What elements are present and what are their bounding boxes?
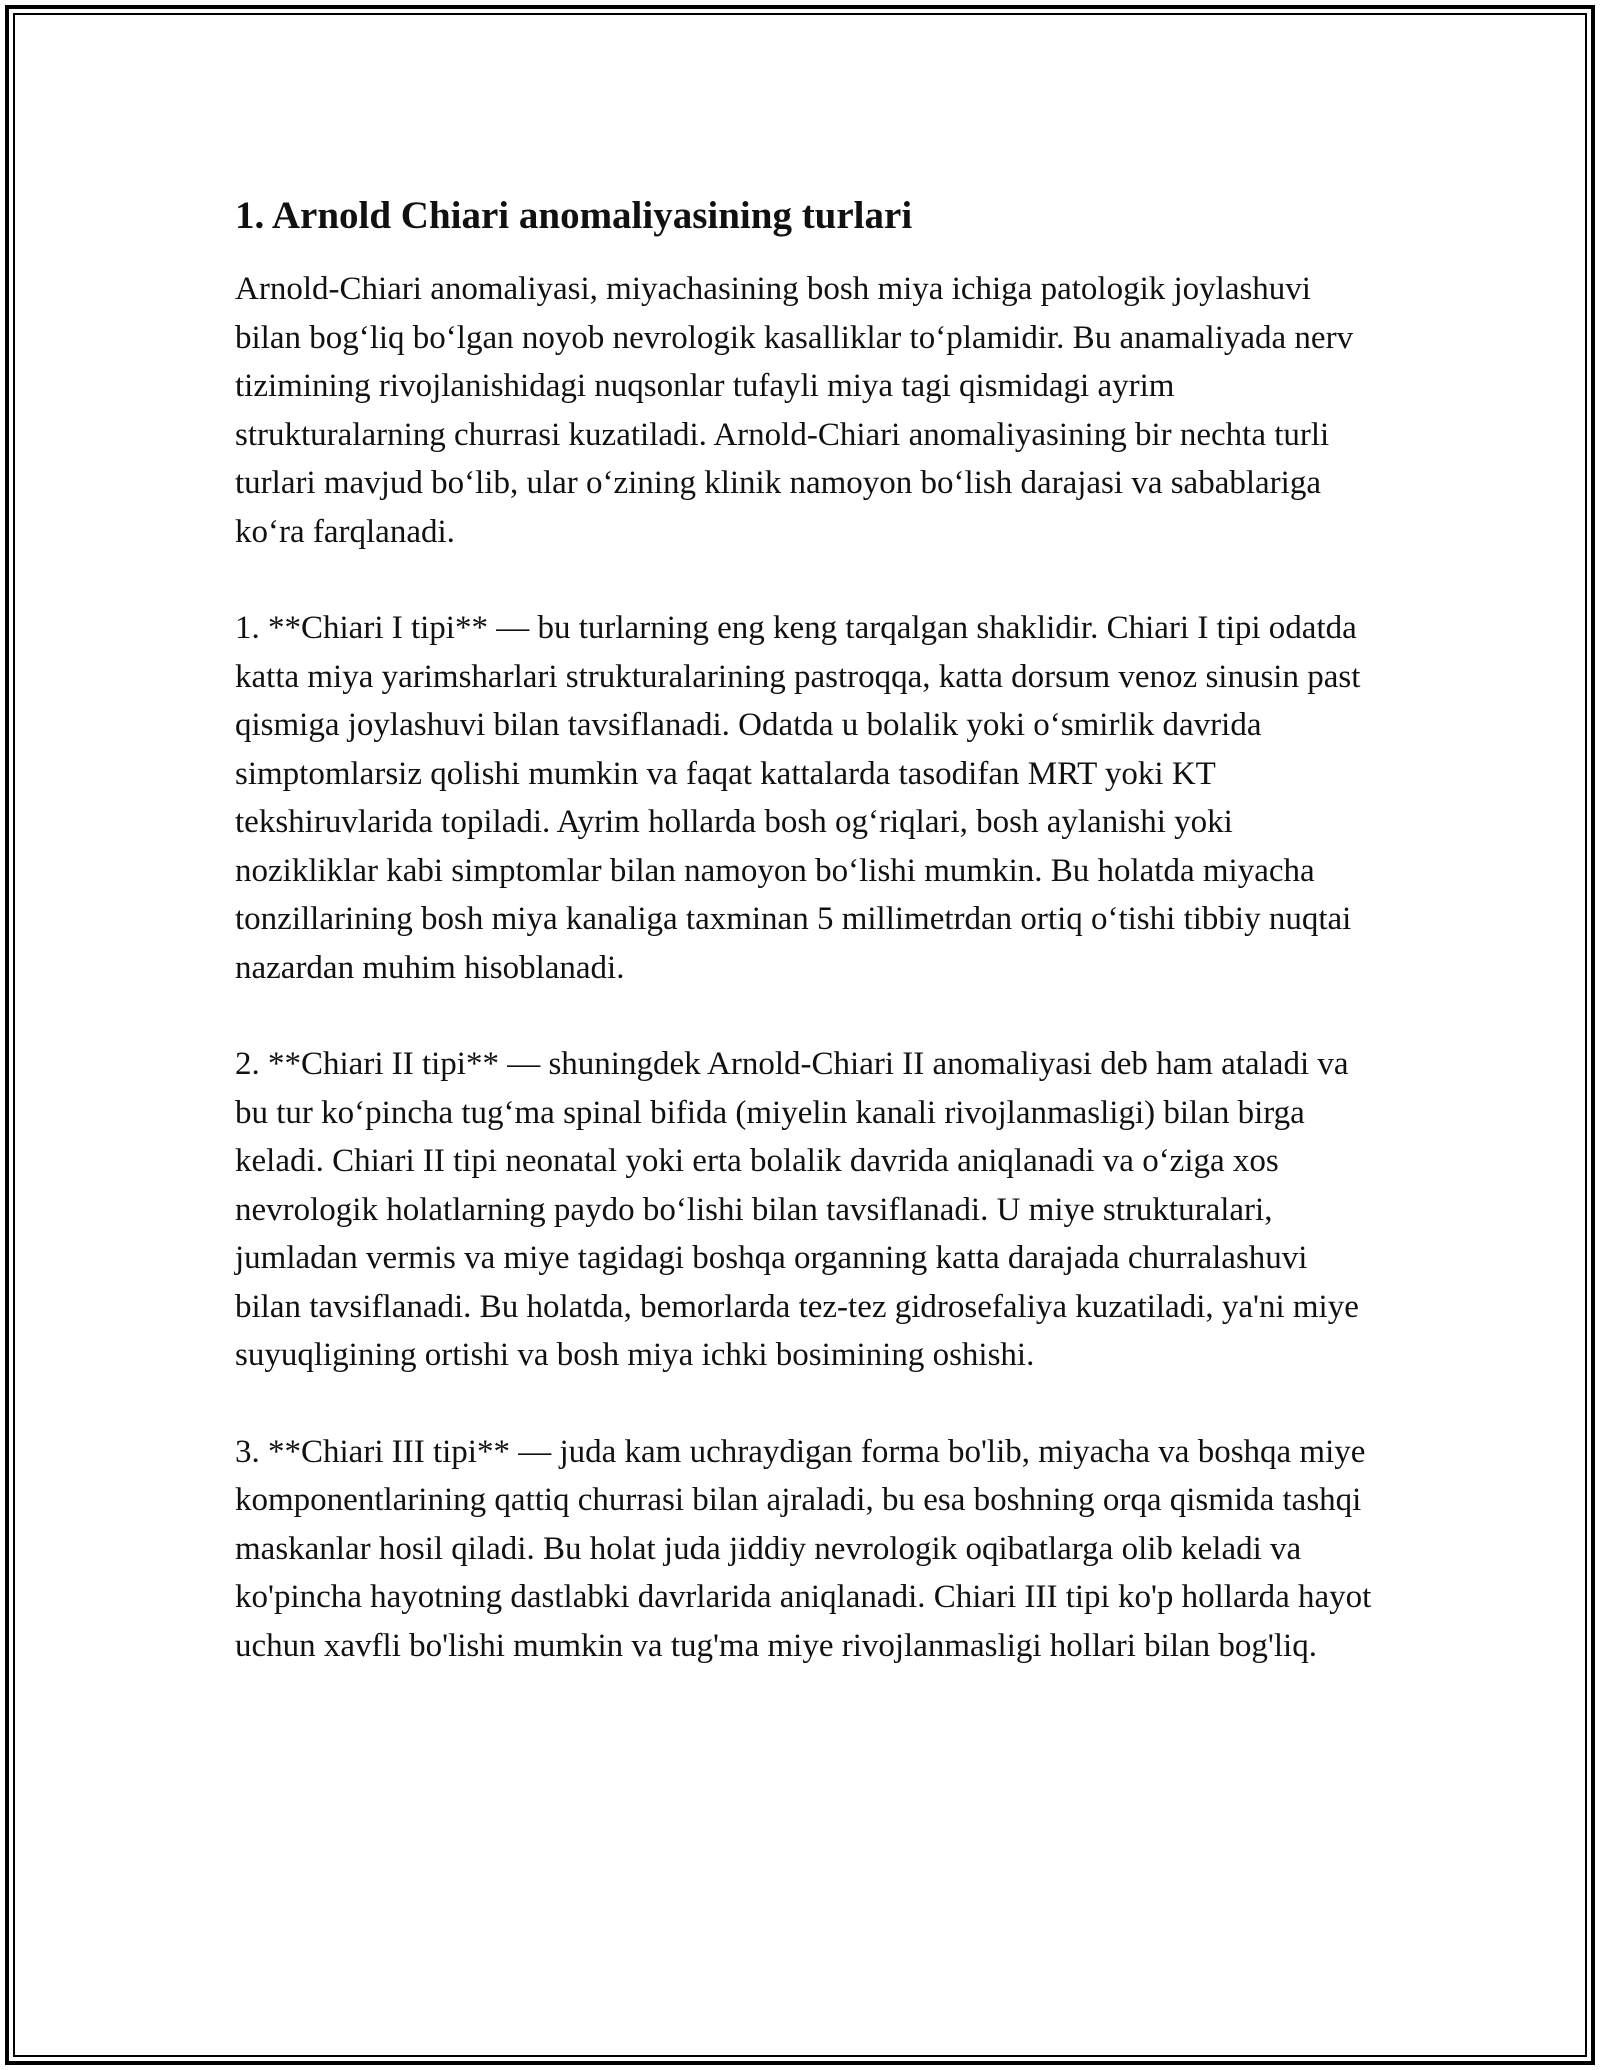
chiari-type-1-paragraph: 1. **Chiari I tipi** — bu turlarning eng keng tarqalgan shaklidir. Chiari I tipi odatda katta miya yarimsharlari strukturalarining pastroqqa, katta dorsum venoz sinusin past qismiga joylashuvi bilan tavsiflanadi. Odatda u bolalik yoki o‘smirlik davrida simptomlarsiz qolishi mumkin va faqat kattalarda tasodifan MRT yoki KT tekshiruvlarida topiladi. Ayrim hollarda bosh og‘riqlari, bosh aylanishi yoki nozikliklar kabi simptomlar bilan namoyon bo‘lishi mumkin. Bu holatda miyacha tonzillarining bosh miya kanaliga taxminan 5 millimetrdan ortiq o‘tishi tibbiy nuqtai nazardan muhim hisoblanadi. <box>235 610 1361 986</box>
chiari-type-2-paragraph: 2. **Chiari II tipi** — shuningdek Arnold-Chiari II anomaliyasi deb ham ataladi va bu tur ko‘pincha tug‘ma spinal bifida (miyelin kanali rivojlanmasligi) bilan birga keladi. Chiari II tipi neonatal yoki erta bolalik davrida aniqlanadi va o‘ziga xos nevrologik holatlarning paydo bo‘lishi bilan tavsiflanadi. U miye strukturalari, jumladan vermis va miye tagidagi boshqa organning katta darajada churralashuvi bilan tavsiflanadi. Bu holatda, bemorlarda tez-tez gidrosefaliya kuzatiladi, ya'ni miye suyuqligining ortishi va bosh miya ichki bosimining oshishi. <box>235 1046 1359 1373</box>
document-body <box>235 185 1375 1718</box>
section-heading: 1. Arnold Chiari anomaliyasining turlari <box>235 194 913 237</box>
chiari-type-3-paragraph: 3. **Chiari III tipi** — juda kam uchraydigan forma bo'lib, miyacha va boshqa miye komponentlarining qattiq churrasi bilan ajraladi, bu esa boshning orqa qismida tashqi maskanlar hosil qiladi. Bu holat juda jiddiy nevrologik oqibatlarga olib keladi va ko'pincha hayotning dastlabki davrlarida aniqlanadi. Chiari III tipi ko'p hollarda hayot uchun xavfli bo'lishi mumkin va tug'ma miye rivojlanmasligi hollari bilan bog'liq. <box>235 1433 1372 1664</box>
intro-paragraph: Arnold-Chiari anomaliyasi, miyachasining bosh miya ichiga patologik joylashuvi bilan bog‘liq bo‘lgan noyob nevrologik kasalliklar to‘plamidir. Bu anamaliyada nerv tizimining rivojlanishidagi nuqsonlar tufayli miya tagi qismidagi ayrim strukturalarning churrasi kuzatiladi. Arnold-Chiari anomaliyasining bir nechta turli turlari mavjud bo‘lib, ular o‘zining klinik namoyon bo‘lish darajasi va sabablariga ko‘ra farqlanadi. <box>235 271 1354 550</box>
